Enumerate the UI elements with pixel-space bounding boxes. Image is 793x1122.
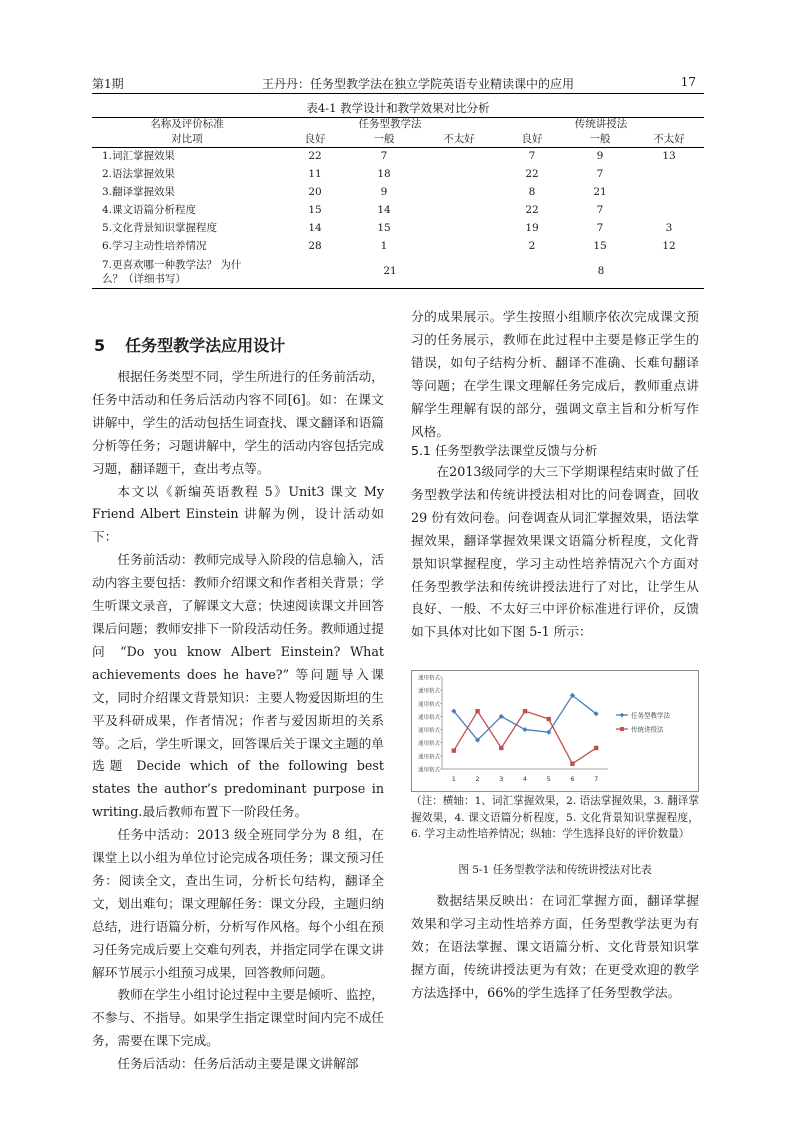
x-tick-label: 5 (546, 775, 551, 783)
table-row (92, 238, 704, 256)
level-header: 不太好 (634, 132, 704, 148)
table-cell (420, 148, 498, 167)
table-cell (634, 166, 704, 184)
section-heading (94, 333, 285, 356)
table-cell: 3 (665, 222, 673, 235)
data-point (594, 746, 598, 750)
figure-5-1-chart (411, 670, 699, 792)
table-row-label: 1.词汇掌握效果 (102, 150, 176, 163)
running-header (92, 73, 704, 94)
table-cell: 8 (498, 256, 704, 289)
paragraph: 根据任务类型不同，学生所进行的任务前活动，任务中活动和任务后活动内容不同[6]。如：在课文讲解中，学生的活动包括生词查找、课文翻译和语篇分析等任务；习题讲解中，学生的活动内容包括完成习题，翻译题干，查出考点等。 (92, 369, 384, 476)
table-cell: 20 (308, 186, 322, 199)
table-cell: 15 (308, 204, 322, 217)
y-tick-label: 通用格式 (417, 754, 440, 761)
subsection-heading: 5.1 任务型教学法课堂反馈与分析 (411, 443, 598, 458)
level-header: 良好 (498, 132, 566, 148)
section-number: 5 (94, 336, 106, 355)
y-tick-label: 通用格式 (417, 688, 440, 695)
page-number: 17 (680, 75, 696, 89)
figure-caption: 图 5-1 任务型教学法和传统讲授法对比表 (458, 864, 652, 876)
table-cell: 7 (596, 222, 604, 235)
table-cell: 22 (525, 168, 539, 181)
level-header: 良好 (282, 132, 348, 148)
table-cell: 7 (596, 204, 604, 217)
table-corner-top: 名称及评价标准 (92, 118, 282, 133)
table-row-label: 4.课文语篇分析程度 (102, 204, 197, 217)
table-cell: 28 (308, 240, 322, 253)
y-tick-label: 通用格式 (417, 767, 440, 774)
paragraph: 任务前活动：教师完成导入阶段的信息输入，活动内容主要包括：教师介绍课文和作者相关背景；学生听课文录音，了解课文大意；快速阅读课文并回答课后问题；教师安排下一阶段活动任务。教师通过提问 “Do you know Albert Einstein? What achievements does he have?” 等问题导入课文，同时介绍课文背景知识：主要人物爱因斯坦的生平及科研成果，作者情况；作者与爱因斯坦的关系等。之后，学生听课文，回答课后关于课文主题的单选题 Decide which of the following best states the author’s predominant purpose in writing.最后教师布置下一阶段任务。 (92, 552, 384, 820)
y-tick-label: 通用格式 (417, 701, 440, 708)
level-header: 一般 (348, 132, 420, 148)
paragraph: 任务中活动：2013 级全班同学分为 8 组，在课堂上以小组为单位讨论完成各项任务；课文预习任务：阅读全文，查出生词，分析长句结构，翻译全文，划出难句；课文理解任务：课文分段，主题归纳总结，进行语篇分析，分析写作风格。每个小组在预习任务完成后要上交难句列表，并指定同学在课文讲解环节展示小组预习成果，回答教师问题。 (92, 827, 384, 980)
table-cell: 22 (308, 150, 322, 163)
data-point (570, 762, 574, 766)
table-cell: 7 (596, 168, 604, 181)
table-cell (420, 166, 498, 184)
data-point (475, 709, 479, 713)
table-cell: 11 (308, 168, 322, 181)
issue-label: 第1期 (92, 77, 124, 91)
group-header-traditional: 传统讲授法 (498, 118, 704, 133)
right-column-mid (411, 461, 699, 644)
table-cell (634, 202, 704, 220)
row-label-line: 7.更喜欢哪一种教学法？ 为什 (102, 259, 242, 271)
comparison-table (92, 117, 704, 289)
paragraph: 分的成果展示。学生按照小组顺序依次完成课文预习的任务展示，教师在此过程中主要是修正学生的错误，如句子结构分析、翻译不准确、长难句翻译等问题；在学生课文理解任务完成后，教师重点讲解学生理解有误的部分，强调文章主旨和分析写作风格。 (411, 309, 699, 439)
x-tick-label: 6 (570, 775, 575, 783)
table-row-label: 2.语法掌握效果 (102, 168, 176, 181)
table-cell (420, 220, 498, 238)
table-corner-bottom: 对比项 (92, 132, 282, 148)
data-point (499, 746, 503, 750)
data-point (547, 717, 551, 721)
level-header: 不太好 (420, 132, 498, 148)
x-tick-label: 4 (522, 775, 528, 783)
figure-note: （注：横轴：1、词汇掌握效果，2. 语法掌握效果，3. 翻译掌握效果，4. 课文语篇分析程度，5. 文化背景知识掌握程度，6. 学习主动性培养情况；纵轴：学生选择良好的评价数量） (411, 795, 699, 840)
group-header-task: 任务型教学法 (282, 118, 498, 133)
right-column-bottom (411, 890, 699, 1005)
table-cell: 19 (525, 222, 539, 235)
section-title: 任务型教学法应用设计 (125, 336, 286, 355)
legend-marker (620, 727, 624, 731)
paragraph: 教师在学生小组讨论过程中主要是倾听、监控，不参与、不指导。如果学生指定课堂时间内完不成任务，需要在课下完成。 (92, 987, 384, 1049)
table-row (92, 202, 704, 220)
paragraph: 数据结果反映出：在词汇掌握方面，翻译掌握效果和学习主动性培养方面，任务型教学法更为有效；在语法掌握、课文语篇分析、文化背景知识掌握方面，传统讲授法更为有效；在更受欢迎的教学方法选择中，66%的学生选择了任务型教学法。 (411, 893, 699, 1000)
table-row (92, 148, 704, 167)
table-cell (420, 238, 498, 256)
x-tick-label: 3 (499, 775, 504, 783)
x-tick-label: 7 (594, 775, 599, 783)
table-cell: 15 (377, 222, 391, 235)
table-cell: 7 (380, 150, 388, 163)
x-tick-label: 2 (475, 775, 480, 783)
legend-label: 任务型教学法 (631, 711, 670, 720)
series-line (454, 695, 596, 740)
table-cell: 18 (377, 168, 391, 181)
table-row (92, 220, 704, 238)
y-tick-label: 通用格式 (417, 728, 440, 735)
y-tick-label: 通用格式 (417, 741, 440, 748)
table-cell: 14 (377, 204, 391, 217)
table-cell: 2 (528, 240, 536, 253)
left-column (92, 366, 384, 1076)
table-cell: 22 (525, 204, 539, 217)
data-point (522, 727, 527, 732)
table-row-label: 6.学习主动性培养情况 (102, 240, 207, 253)
x-tick-label: 1 (451, 775, 456, 783)
table-cell: 21 (593, 186, 607, 199)
table-row-label: 5.文化背景知识掌握程度 (102, 222, 218, 235)
legend-label: 传统讲授法 (631, 725, 664, 734)
paragraph: 本文以《新编英语教程 5》Unit3 课文 My Friend Albert Einstein 讲解为例，设计活动如下： (92, 483, 384, 545)
paragraph: 任务后活动：任务后活动主要是课文讲解部 (117, 1056, 359, 1072)
table-cell: 21 (282, 256, 498, 289)
table-cell (420, 184, 498, 202)
y-tick-label: 通用格式 (417, 675, 440, 682)
table-row-label (92, 256, 282, 289)
line-chart (412, 671, 698, 791)
table-row (92, 166, 704, 184)
legend-marker (620, 713, 625, 718)
right-column-top (411, 306, 699, 443)
paragraph: 在2013级同学的大三下学期课程结束时做了任务型教学法和传统讲授法相对比的问卷调查，回收 29 份有效问卷。问卷调查从词汇掌握效果，语法掌握效果，翻译掌握效果课文语篇分析程度，文化背景知识掌握程度，学习主动性培养情况六个方面对任务型教学法和传统讲授法进行了对比，让学生从良好、一般、不太好三中评价标准进行评价，反馈如下具体对比如下图 5-1 所示： (411, 464, 699, 640)
data-point (523, 709, 527, 713)
table-cell: 8 (528, 186, 536, 199)
y-tick-label: 通用格式 (417, 714, 440, 721)
table-cell: 12 (662, 240, 676, 253)
table-caption: 表4-1 教学设计和教学效果对比分析 (306, 101, 490, 115)
table-cell: 15 (593, 240, 607, 253)
table-cell: 13 (662, 150, 676, 163)
table-cell: 9 (596, 150, 604, 163)
table-cell: 14 (308, 222, 322, 235)
table-cell (634, 184, 704, 202)
table-cell: 9 (380, 186, 388, 199)
table-cell: 1 (380, 240, 388, 253)
table-cell (420, 202, 498, 220)
table-row (92, 184, 704, 202)
running-title: 王丹丹：任务型教学法在独立学院英语专业精读课中的应用 (262, 77, 575, 91)
table-row-label: 3.翻译掌握效果 (102, 186, 176, 199)
data-point (452, 748, 456, 752)
level-header: 一般 (566, 132, 634, 148)
table-cell: 7 (528, 150, 536, 163)
row-label-line: 么？（详细书写） (102, 273, 186, 285)
